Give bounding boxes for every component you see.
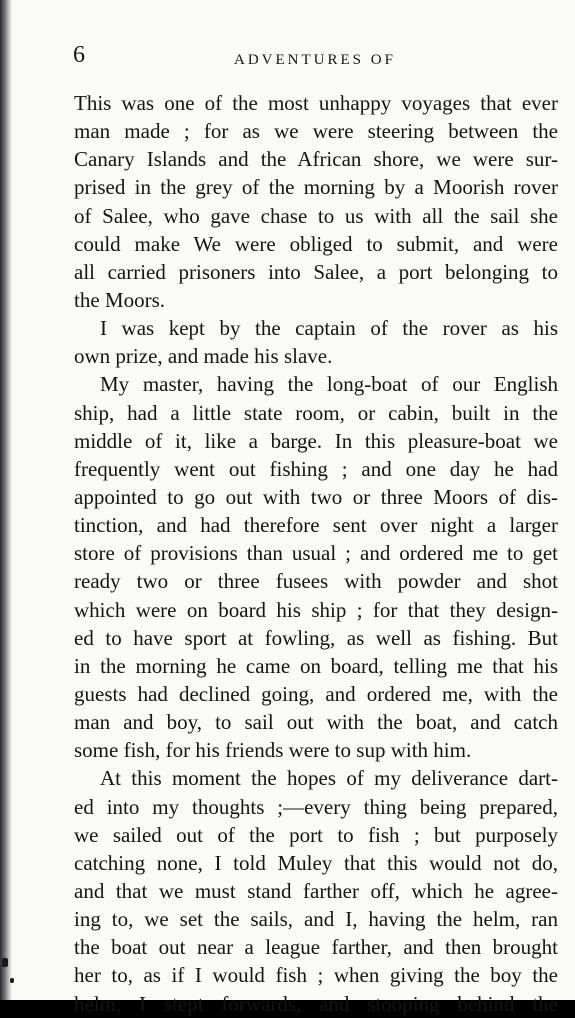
- page-number: 6: [73, 42, 85, 68]
- text-line: ship, had a little state room, or cabin, built in the: [74, 400, 558, 425]
- ink-speck: [2, 958, 8, 967]
- text-line: ing to, we set the sails, and I, having the helm, ran: [74, 907, 558, 932]
- text-line: frequently went out fishing ; and one day he had: [74, 456, 558, 481]
- text-line: prised in the grey of the morning by a Moorish rover: [74, 175, 558, 200]
- text-line: could make We were obliged to submit, and were: [74, 231, 558, 256]
- text-line: of Salee, who gave chase to us with all the sail she: [74, 203, 558, 228]
- page-edge-shadow: [0, 0, 12, 1000]
- text-line: man and boy, to sail out with the boat, and catch: [74, 710, 558, 735]
- text-line: guests had declined going, and ordered me, with the: [74, 681, 558, 706]
- text-line: helm, I stept forwards, and stooping behind the: [74, 991, 558, 1016]
- text-line: man made ; for as we were steering between the: [74, 119, 558, 144]
- text-line: This was one of the most unhappy voyages that ever: [74, 91, 558, 115]
- text-line: the boat out near a league farther, and then brought: [74, 935, 558, 960]
- text-line: and that we must stand farther off, which he agree-: [74, 878, 558, 903]
- text-line: the Moors.: [74, 287, 165, 312]
- text-line: store of provisions than usual ; and ordered me to get: [74, 541, 558, 566]
- text-line: appointed to go out with two or three Moors of dis-: [74, 484, 558, 509]
- text-line: Canary Islands and the African shore, we were sur-: [74, 147, 558, 172]
- text-line: I was kept by the captain of the rover as his: [100, 316, 558, 341]
- text-line: in the morning he came on board, telling me that his: [74, 653, 558, 678]
- text-line: all carried prisoners into Salee, a port belonging to: [74, 259, 558, 284]
- text-line: own prize, and made his slave.: [74, 344, 333, 369]
- text-line: ready two or three fusees with powder and shot: [74, 569, 558, 594]
- ink-speck: [10, 978, 14, 983]
- running-head: ADVENTURES OF: [234, 52, 396, 68]
- text-line: At this moment the hopes of my deliverance dart-: [100, 766, 558, 791]
- text-line: some fish, for his friends were to sup with him.: [74, 738, 472, 763]
- text-line: middle of it, like a barge. In this pleasure-boat we: [74, 428, 558, 453]
- text-line: My master, having the long-boat of our English: [100, 372, 558, 397]
- text-line: her to, as if I would fish ; when giving the boy the: [74, 963, 558, 988]
- body-text: [74, 89, 558, 1018]
- text-line: ed to have sport at fowling, as well as fishing. But: [74, 625, 558, 650]
- text-line: we sailed out of the port to fish ; but purposely: [74, 822, 558, 847]
- text-line: which were on board his ship ; for that they design-: [74, 597, 558, 622]
- text-line: catching none, I told Muley that this would not do,: [74, 850, 558, 875]
- text-line: ed into my thoughts ;—every thing being prepared,: [74, 794, 558, 819]
- text-line: tinction, and had therefore sent over night a larger: [74, 513, 558, 538]
